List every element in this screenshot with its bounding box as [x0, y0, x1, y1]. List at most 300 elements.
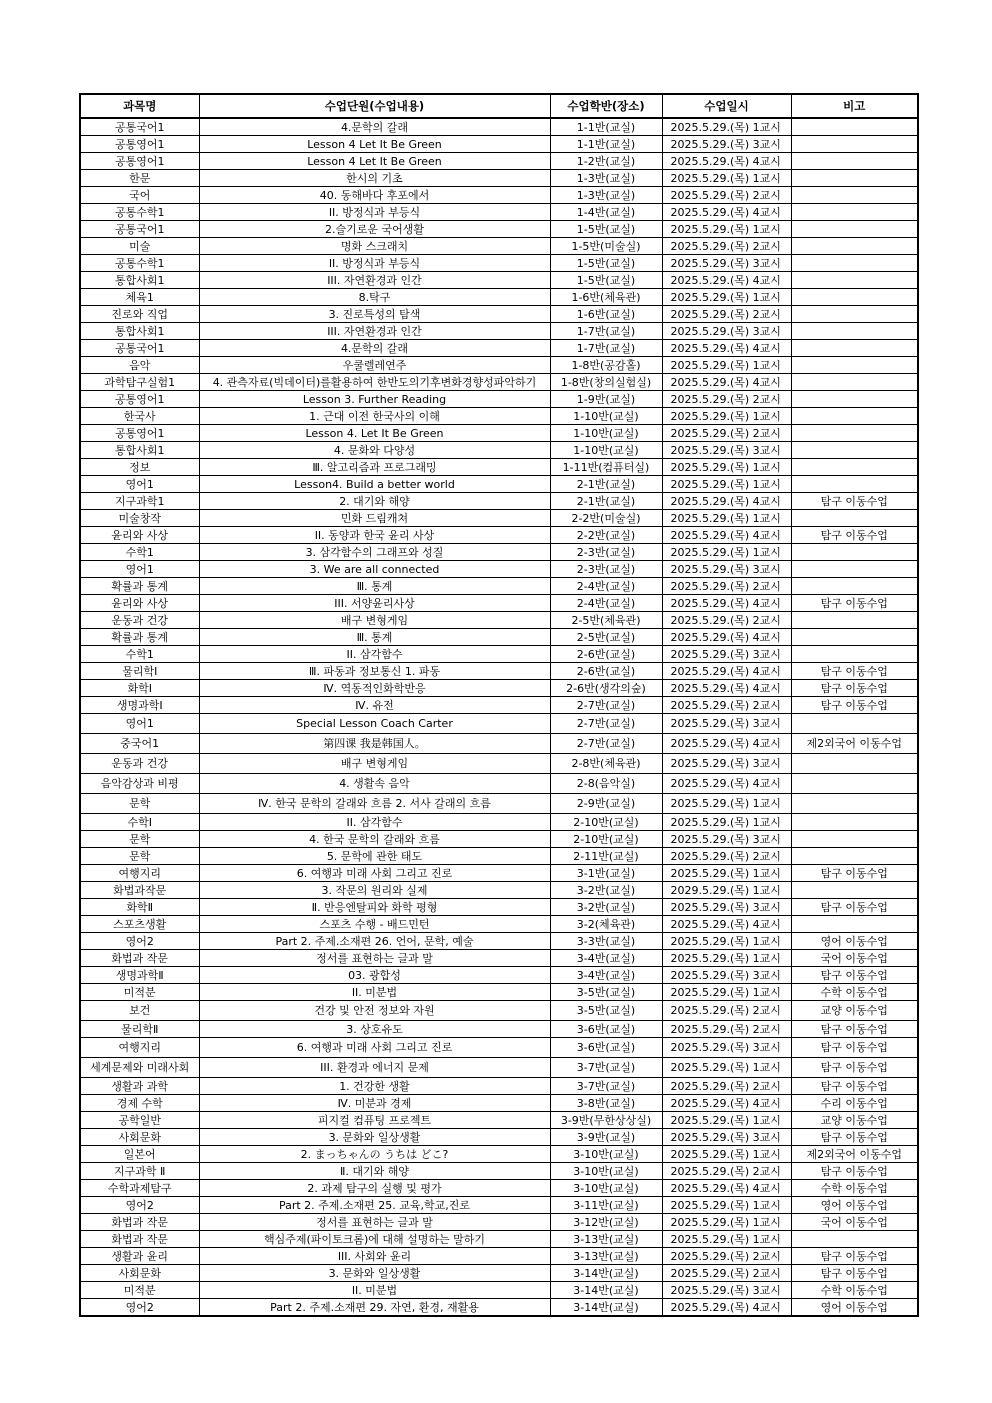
cell-class: 1-10반(교실) [550, 442, 662, 459]
table-row [80, 221, 918, 238]
cell-unit: 배구 변형게임 [199, 754, 550, 774]
table-row [80, 391, 918, 408]
cell-unit: Ⅳ. 역동적인화학반응 [199, 680, 550, 697]
table-row [80, 476, 918, 493]
cell-note [791, 459, 918, 476]
cell-unit: 배구 변형게임 [199, 612, 550, 629]
table-row [80, 1231, 918, 1248]
cell-datetime: 2025.5.29.(목) 2교시 [662, 612, 791, 629]
table-row [80, 899, 918, 916]
table-row [80, 544, 918, 561]
cell-class: 3-5반(교실) [550, 1001, 662, 1021]
cell-unit: 3. 삼각함수의 그래프와 성질 [199, 544, 550, 561]
table-row [80, 714, 918, 734]
cell-subject: 공통영어1 [80, 153, 199, 170]
cell-datetime: 2025.5.29.(목) 4교시 [662, 1299, 791, 1317]
cell-class: 2-6반(생각의숲) [550, 680, 662, 697]
table-row [80, 272, 918, 289]
cell-subject: 음악감상과 비평 [80, 774, 199, 794]
cell-note [791, 916, 918, 933]
cell-subject: 윤리와 사상 [80, 527, 199, 544]
cell-note [791, 374, 918, 391]
cell-unit: Lesson4. Build a better world [199, 476, 550, 493]
table-row [80, 916, 918, 933]
cell-subject: 한국사 [80, 408, 199, 425]
table-row [80, 697, 918, 714]
cell-unit: III. 자연환경과 인간 [199, 323, 550, 340]
table-row [80, 527, 918, 544]
cell-note [791, 442, 918, 459]
cell-unit: 6. 여행과 미래 사회 그리고 진로 [199, 865, 550, 882]
cell-class: 1-11반(컴퓨터실) [550, 459, 662, 476]
cell-class: 1-9반(교실) [550, 391, 662, 408]
cell-class: 3-14반(교실) [550, 1265, 662, 1282]
cell-unit: II. 미분법 [199, 1282, 550, 1299]
cell-subject: 생명과학Ⅱ [80, 967, 199, 984]
table-row [80, 204, 918, 221]
cell-note [791, 340, 918, 357]
cell-subject: 운동과 건강 [80, 612, 199, 629]
cell-unit: Part 2. 주제.소재편 29. 자연, 환경, 재활용 [199, 1299, 550, 1317]
table-row [80, 734, 918, 754]
cell-note [791, 629, 918, 646]
table-row [80, 663, 918, 680]
cell-class: 3-4반(교실) [550, 950, 662, 967]
table-row [80, 170, 918, 187]
cell-subject: 운동과 건강 [80, 754, 199, 774]
table-row [80, 374, 918, 391]
table-row [80, 629, 918, 646]
cell-note: 교양 이동수업 [791, 1001, 918, 1021]
cell-subject: 사회문화 [80, 1129, 199, 1146]
cell-class: 3-9반(무한상상실) [550, 1112, 662, 1129]
cell-subject: 영어1 [80, 561, 199, 578]
cell-note: 탐구 이동수업 [791, 663, 918, 680]
cell-unit: 3. 문화와 일상생활 [199, 1129, 550, 1146]
cell-class: 1-7반(교실) [550, 323, 662, 340]
cell-note [791, 391, 918, 408]
cell-datetime: 2025.5.29.(목) 1교시 [662, 1231, 791, 1248]
cell-datetime: 2025.5.29.(목) 3교시 [662, 831, 791, 848]
cell-datetime: 2025.5.29.(목) 3교시 [662, 255, 791, 272]
cell-unit: 5. 문학에 관한 태도 [199, 848, 550, 865]
cell-note [791, 476, 918, 493]
table-row [80, 578, 918, 595]
table-row [80, 814, 918, 831]
cell-subject: 화법과 작문 [80, 1231, 199, 1248]
cell-unit: 4.문학의 갈래 [199, 340, 550, 357]
cell-unit: II. 방정식과 부등식 [199, 204, 550, 221]
cell-datetime: 2025.5.29.(목) 1교시 [662, 118, 791, 136]
cell-class: 1-6반(체육관) [550, 289, 662, 306]
cell-datetime: 2025.5.29.(목) 1교시 [662, 221, 791, 238]
cell-subject: 스포츠생활 [80, 916, 199, 933]
cell-unit: 4. 생활속 음악 [199, 774, 550, 794]
cell-unit: III. 환경과 에너지 문제 [199, 1058, 550, 1078]
cell-datetime: 2025.5.29.(목) 3교시 [662, 323, 791, 340]
cell-subject: 수학Ⅰ [80, 814, 199, 831]
table-row [80, 493, 918, 510]
table-row [80, 933, 918, 950]
cell-class: 3-10반(교실) [550, 1146, 662, 1163]
cell-note [791, 289, 918, 306]
table-row [80, 950, 918, 967]
cell-note: 탐구 이동수업 [791, 1129, 918, 1146]
cell-unit: Part 2. 주제.소재편 26. 언어, 문학, 예술 [199, 933, 550, 950]
cell-subject: 윤리와 사상 [80, 595, 199, 612]
table-row [80, 865, 918, 882]
cell-subject: 문학 [80, 794, 199, 814]
cell-unit: II. 방정식과 부등식 [199, 255, 550, 272]
cell-note [791, 153, 918, 170]
cell-class: 2-10반(교실) [550, 814, 662, 831]
cell-subject: 영어2 [80, 1299, 199, 1317]
cell-unit: Ⅳ. 미분과 경제 [199, 1095, 550, 1112]
cell-subject: 영어1 [80, 476, 199, 493]
cell-datetime: 2025.5.29.(목) 1교시 [662, 408, 791, 425]
cell-class: 3-10반(교실) [550, 1180, 662, 1197]
cell-datetime: 2025.5.29.(목) 3교시 [662, 1129, 791, 1146]
table-row [80, 1038, 918, 1058]
cell-class: 2-1반(교실) [550, 493, 662, 510]
header-class: 수업학반(장소) [550, 94, 662, 118]
cell-note: 탐구 이동수업 [791, 595, 918, 612]
cell-subject: 영어2 [80, 1197, 199, 1214]
cell-class: 2-3반(교실) [550, 544, 662, 561]
cell-subject: 생활과 과학 [80, 1078, 199, 1095]
cell-note [791, 714, 918, 734]
cell-class: 3-2반(교실) [550, 882, 662, 899]
table-row [80, 1265, 918, 1282]
cell-note: 탐구 이동수업 [791, 1058, 918, 1078]
cell-note: 탐구 이동수업 [791, 1038, 918, 1058]
cell-class: 1-1반(교실) [550, 118, 662, 136]
cell-unit: 03. 광합성 [199, 967, 550, 984]
cell-note [791, 612, 918, 629]
cell-class: 2-2반(교실) [550, 527, 662, 544]
cell-note: 탐구 이동수업 [791, 1265, 918, 1282]
table-row [80, 187, 918, 204]
cell-unit: 1. 근대 이전 한국사의 이해 [199, 408, 550, 425]
cell-subject: 생명과학Ⅰ [80, 697, 199, 714]
cell-note [791, 882, 918, 899]
header-note: 비고 [791, 94, 918, 118]
cell-datetime: 2025.5.29.(목) 2교시 [662, 578, 791, 595]
cell-unit: III. 서양윤리사상 [199, 595, 550, 612]
cell-class: 1-5반(교실) [550, 221, 662, 238]
cell-unit: Lesson 3. Further Reading [199, 391, 550, 408]
cell-datetime: 2025.5.29.(목) 1교시 [662, 865, 791, 882]
cell-unit: 4. 한국 문학의 갈래와 흐름 [199, 831, 550, 848]
cell-class: 2-10반(교실) [550, 831, 662, 848]
cell-note: 교양 이동수업 [791, 1112, 918, 1129]
cell-class: 3-1반(교실) [550, 865, 662, 882]
cell-unit: II. 삼각함수 [199, 646, 550, 663]
cell-unit: Lesson 4 Let It Be Green [199, 153, 550, 170]
cell-class: 2-8반(체육관) [550, 754, 662, 774]
cell-subject: 공학일반 [80, 1112, 199, 1129]
cell-unit: Lesson 4 Let It Be Green [199, 136, 550, 153]
cell-class: 1-8반(창의실험실) [550, 374, 662, 391]
cell-unit: Special Lesson Coach Carter [199, 714, 550, 734]
table-row [80, 1163, 918, 1180]
cell-note [791, 408, 918, 425]
cell-datetime: 2025.5.29.(목) 1교시 [662, 1146, 791, 1163]
cell-subject: 문학 [80, 831, 199, 848]
cell-class: 3-4반(교실) [550, 967, 662, 984]
cell-datetime: 2025.5.29.(목) 1교시 [662, 1058, 791, 1078]
cell-subject: 화법과 작문 [80, 950, 199, 967]
table-row [80, 153, 918, 170]
header-unit: 수업단원(수업내용) [199, 94, 550, 118]
cell-subject: 미적분 [80, 1282, 199, 1299]
cell-note [791, 754, 918, 774]
table-row [80, 595, 918, 612]
cell-unit: 3. 진로특성의 탐색 [199, 306, 550, 323]
cell-unit: Lesson 4. Let It Be Green [199, 425, 550, 442]
cell-datetime: 2025.5.29.(목) 1교시 [662, 794, 791, 814]
table-body [80, 118, 918, 1316]
cell-subject: 음악 [80, 357, 199, 374]
cell-note: 탐구 이동수업 [791, 967, 918, 984]
cell-class: 3-13반(교실) [550, 1248, 662, 1265]
table-row [80, 238, 918, 255]
cell-datetime: 2025.5.29.(목) 2교시 [662, 1078, 791, 1095]
table-row [80, 967, 918, 984]
cell-unit: 6. 여행과 미래 사회 그리고 진로 [199, 1038, 550, 1058]
cell-unit: 4.문학의 갈래 [199, 118, 550, 136]
cell-class: 1-3반(교실) [550, 187, 662, 204]
cell-datetime: 2025.5.29.(목) 3교시 [662, 561, 791, 578]
cell-class: 3-14반(교실) [550, 1282, 662, 1299]
cell-datetime: 2025.5.29.(목) 4교시 [662, 272, 791, 289]
cell-class: 3-13반(교실) [550, 1231, 662, 1248]
cell-unit: 40. 동해바다 후포에서 [199, 187, 550, 204]
table-row [80, 1129, 918, 1146]
cell-class: 3-6반(교실) [550, 1021, 662, 1038]
cell-datetime: 2025.5.29.(목) 4교시 [662, 663, 791, 680]
cell-datetime: 2025.5.29.(목) 2교시 [662, 1248, 791, 1265]
cell-note: 탐구 이동수업 [791, 527, 918, 544]
cell-class: 1-3반(교실) [550, 170, 662, 187]
cell-unit: Ⅲ. 통계 [199, 629, 550, 646]
cell-note [791, 425, 918, 442]
cell-datetime: 2025.5.29.(목) 4교시 [662, 680, 791, 697]
cell-class: 2-7반(교실) [550, 734, 662, 754]
cell-class: 1-5반(교실) [550, 272, 662, 289]
cell-note [791, 544, 918, 561]
cell-unit: 4. 관측자료(빅데이터)를활용하여 한반도의기후변화경향성파악하기 [199, 374, 550, 391]
cell-datetime: 2025.5.29.(목) 1교시 [662, 510, 791, 527]
cell-class: 1-5반(미술실) [550, 238, 662, 255]
cell-subject: 보건 [80, 1001, 199, 1021]
cell-datetime: 2025.5.29.(목) 2교시 [662, 1001, 791, 1021]
cell-class: 2-6반(교실) [550, 663, 662, 680]
cell-class: 2-4반(교실) [550, 595, 662, 612]
table-row [80, 646, 918, 663]
cell-datetime: 2025.5.29.(목) 4교시 [662, 1095, 791, 1112]
cell-class: 3-2반(교실) [550, 899, 662, 916]
cell-note [791, 136, 918, 153]
cell-note: 수학 이동수업 [791, 1180, 918, 1197]
cell-note [791, 561, 918, 578]
header-datetime: 수업일시 [662, 94, 791, 118]
table-row [80, 561, 918, 578]
cell-datetime: 2025.5.29.(목) 1교시 [662, 814, 791, 831]
cell-unit: 스포츠 수행 - 배드민턴 [199, 916, 550, 933]
cell-subject: 화법과작문 [80, 882, 199, 899]
table-row [80, 1021, 918, 1038]
cell-note: 제2외국어 이동수업 [791, 734, 918, 754]
cell-note [791, 814, 918, 831]
table-row [80, 882, 918, 899]
cell-subject: 여행지리 [80, 865, 199, 882]
cell-class: 3-6반(교실) [550, 1038, 662, 1058]
table-row [80, 118, 918, 136]
cell-unit: 4. 문화와 다양성 [199, 442, 550, 459]
cell-note: 수학 이동수업 [791, 984, 918, 1001]
cell-unit: 2.슬기로운 국어생활 [199, 221, 550, 238]
cell-subject: 물리학Ⅱ [80, 1021, 199, 1038]
cell-datetime: 2025.5.29.(목) 3교시 [662, 899, 791, 916]
table-row [80, 340, 918, 357]
cell-note: 탐구 이동수업 [791, 1021, 918, 1038]
cell-unit: 2. 대기와 해양 [199, 493, 550, 510]
table-row [80, 680, 918, 697]
cell-unit: 3. We are all connected [199, 561, 550, 578]
cell-note [791, 794, 918, 814]
cell-note [791, 238, 918, 255]
cell-class: 3-10반(교실) [550, 1163, 662, 1180]
cell-unit: 8.탁구 [199, 289, 550, 306]
cell-unit: Ⅱ. 반응엔탈피와 화학 평형 [199, 899, 550, 916]
table-row [80, 323, 918, 340]
cell-note [791, 118, 918, 136]
cell-note: 영어 이동수업 [791, 933, 918, 950]
cell-note: 탐구 이동수업 [791, 680, 918, 697]
table-row [80, 408, 918, 425]
cell-unit: 2. まっちゃんの うちは どこ? [199, 1146, 550, 1163]
cell-unit: 3. 문화와 일상생활 [199, 1265, 550, 1282]
table-row [80, 1197, 918, 1214]
cell-datetime: 2025.5.29.(목) 2교시 [662, 1021, 791, 1038]
cell-datetime: 2025.5.29.(목) 1교시 [662, 1112, 791, 1129]
cell-subject: 화학Ⅱ [80, 899, 199, 916]
cell-class: 3-5반(교실) [550, 984, 662, 1001]
cell-class: 2-11반(교실) [550, 848, 662, 865]
table-row [80, 831, 918, 848]
cell-subject: 생활과 윤리 [80, 1248, 199, 1265]
cell-datetime: 2025.5.29.(목) 4교시 [662, 1180, 791, 1197]
table-row [80, 1146, 918, 1163]
cell-class: 3-7반(교실) [550, 1078, 662, 1095]
table-row [80, 1299, 918, 1317]
cell-class: 1-2반(교실) [550, 153, 662, 170]
cell-class: 2-9반(교실) [550, 794, 662, 814]
cell-subject: 지구과학 Ⅱ [80, 1163, 199, 1180]
cell-unit: Part 2. 주제.소재편 25. 교육,학교,진로 [199, 1197, 550, 1214]
cell-class: 3-7반(교실) [550, 1058, 662, 1078]
cell-subject: 공통수학1 [80, 255, 199, 272]
table-row [80, 612, 918, 629]
cell-class: 2-4반(교실) [550, 578, 662, 595]
cell-subject: 영어2 [80, 933, 199, 950]
cell-unit: 第四课 我是韩国人。 [199, 734, 550, 754]
cell-datetime: 2025.5.29.(목) 2교시 [662, 391, 791, 408]
cell-datetime: 2025.5.29.(목) 1교시 [662, 544, 791, 561]
cell-unit: 3. 상호유도 [199, 1021, 550, 1038]
cell-subject: 정보 [80, 459, 199, 476]
cell-datetime: 2025.5.29.(목) 2교시 [662, 697, 791, 714]
cell-subject: 과학탐구실험1 [80, 374, 199, 391]
cell-unit: 정서를 표현하는 글과 말 [199, 1214, 550, 1231]
cell-note: 수학 이동수업 [791, 1282, 918, 1299]
cell-class: 2-6반(교실) [550, 646, 662, 663]
table-row [80, 510, 918, 527]
cell-datetime: 2025.5.29.(목) 1교시 [662, 933, 791, 950]
cell-subject: 국어 [80, 187, 199, 204]
cell-subject: 미적분 [80, 984, 199, 1001]
cell-subject: 문학 [80, 848, 199, 865]
cell-subject: 중국어1 [80, 734, 199, 754]
cell-datetime: 2025.5.29.(목) 1교시 [662, 1214, 791, 1231]
cell-class: 3-14반(교실) [550, 1299, 662, 1317]
cell-datetime: 2025.5.29.(목) 1교시 [662, 1197, 791, 1214]
cell-note: 탐구 이동수업 [791, 899, 918, 916]
cell-class: 1-7반(교실) [550, 340, 662, 357]
cell-datetime: 2025.5.29.(목) 4교시 [662, 340, 791, 357]
cell-unit: 피지컬 컴퓨팅 프로젝트 [199, 1112, 550, 1129]
cell-datetime: 2025.5.29.(목) 4교시 [662, 493, 791, 510]
cell-class: 3-11반(교실) [550, 1197, 662, 1214]
cell-unit: Ⅲ. 통계 [199, 578, 550, 595]
cell-datetime: 2025.5.29.(목) 1교시 [662, 950, 791, 967]
table-row [80, 774, 918, 794]
cell-datetime: 2025.5.29.(목) 2교시 [662, 238, 791, 255]
table-row [80, 1001, 918, 1021]
cell-datetime: 2025.5.29.(목) 4교시 [662, 374, 791, 391]
cell-subject: 화학Ⅰ [80, 680, 199, 697]
cell-unit: II. 미분법 [199, 984, 550, 1001]
cell-subject: 수학과제탐구 [80, 1180, 199, 1197]
table-row [80, 136, 918, 153]
cell-datetime: 2025.5.29.(목) 2교시 [662, 848, 791, 865]
cell-note: 영어 이동수업 [791, 1299, 918, 1317]
cell-subject: 진로와 직업 [80, 306, 199, 323]
cell-note [791, 578, 918, 595]
cell-datetime: 2025.5.29.(목) 4교시 [662, 595, 791, 612]
cell-subject: 영어1 [80, 714, 199, 734]
cell-note [791, 357, 918, 374]
cell-note [791, 1231, 918, 1248]
cell-subject: 경제 수학 [80, 1095, 199, 1112]
cell-note: 국어 이동수업 [791, 1214, 918, 1231]
cell-class: 2-5반(체육관) [550, 612, 662, 629]
cell-class: 1-6반(교실) [550, 306, 662, 323]
cell-note: 탐구 이동수업 [791, 1078, 918, 1095]
cell-class: 3-9반(교실) [550, 1129, 662, 1146]
cell-unit: II. 동양과 한국 윤리 사상 [199, 527, 550, 544]
cell-note [791, 848, 918, 865]
table-row [80, 1095, 918, 1112]
cell-datetime: 2025.5.29.(목) 4교시 [662, 204, 791, 221]
cell-datetime: 2025.5.29.(목) 1교시 [662, 357, 791, 374]
cell-subject: 공통국어1 [80, 221, 199, 238]
cell-datetime: 2025.5.29.(목) 3교시 [662, 1282, 791, 1299]
table-row [80, 794, 918, 814]
cell-unit: 우쿨렐레연주 [199, 357, 550, 374]
table-row [80, 1248, 918, 1265]
